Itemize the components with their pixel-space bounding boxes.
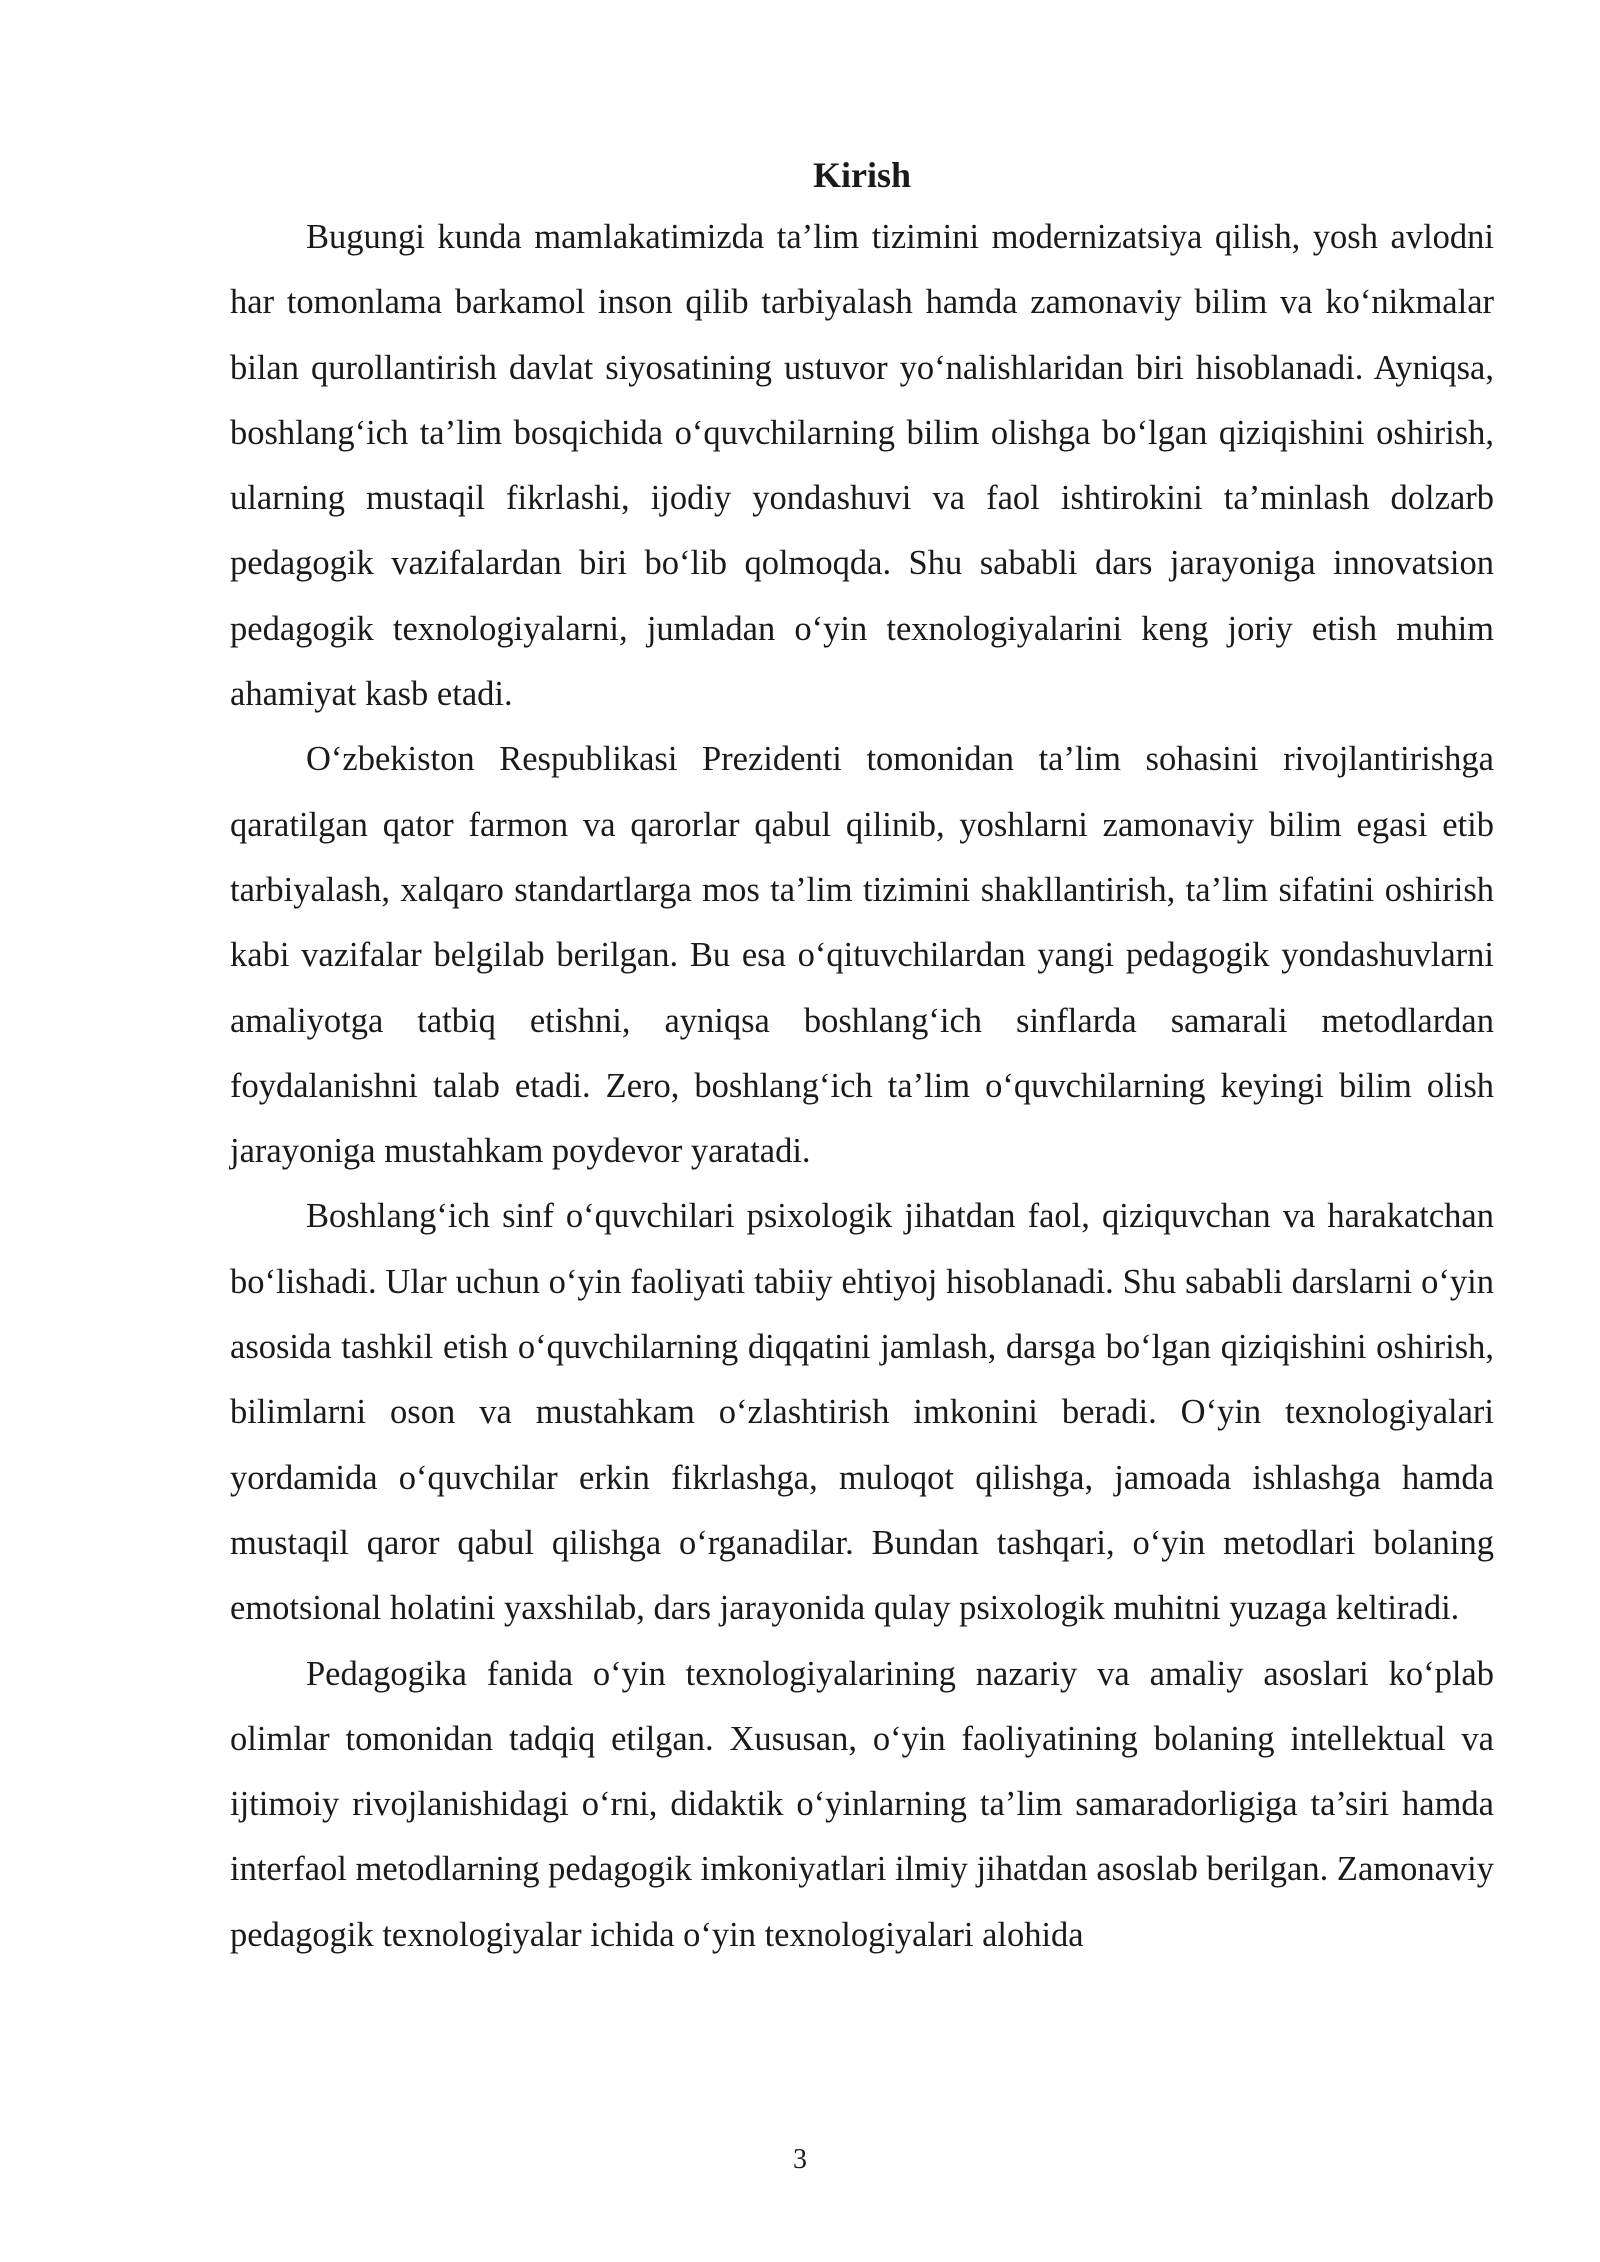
document-title: Kirish (812, 155, 911, 195)
paragraph-3: Boshlang‘ich sinf o‘quvchilari psixologik jihatdan faol, qiziquvchan va harakatchan bo‘lishadi. Ular uchun o‘yin faoliyati tabiiy ehtiyoj hisoblanadi. Shu sababli darslarni o‘yin asosida tashkil etish o‘quvchilarning diqqatini jamlash, darsga bo‘lgan qiziqishini oshirish, bilimlarni oson va mustahkam o‘zlashtirish imkonini beradi. O‘yin texnologiyalari yordamida o‘quvchilar erkin fikrlashga, muloqot qilishga, jamoada ishlashga hamda mustaqil qaror qabul qilishga o‘rganadilar. Bundan tashqari, o‘yin metodlari bolaning emotsional holatini yaxshilab, dars jarayonida qulay psixologik muhitni yuzaga keltiradi. (230, 1197, 1494, 1628)
document-page (230, 145, 1494, 1968)
paragraph-2: O‘zbekiston Respublikasi Prezidenti tomonidan ta’lim sohasini rivojlantirishga qaratilgan qator farmon va qarorlar qabul qilinib, yoshlarni zamonaviy bilim egasi etib tarbiyalash, xalqaro standartlarga mos ta’lim tizimini shakllantirish, ta’lim sifatini oshirish kabi vazifalar belgilab berilgan. Bu esa o‘qituvchilardan yangi pedagogik yondashuvlarni amaliyotga tatbiq etishni, ayniqsa boshlang‘ich sinflarda samarali metodlardan foydalanishni talab etadi. Zero, boshlang‘ich ta’lim o‘quvchilarning keyingi bilim olish jarayoniga mustahkam poydevor yaratadi. (230, 740, 1494, 1171)
paragraph-1: Bugungi kunda mamlakatimizda ta’lim tizimini modernizatsiya qilish, yosh avlodni har tomonlama barkamol inson qilib tarbiyalash hamda zamonaviy bilim va ko‘nikmalar bilan qurollantirish davlat siyosatining ustuvor yo‘nalishlaridan biri hisoblanadi. Ayniqsa, boshlang‘ich ta’lim bosqichida o‘quvchilarning bilim olishga bo‘lgan qiziqishini oshirish, ularning mustaqil fikrlashi, ijodiy yondashuvi va faol ishtirokini ta’minlash dolzarb pedagogik vazifalardan biri bo‘lib qolmoqda. Shu sababli dars jarayoniga innovatsion pedagogik texnologiyalarni, jumladan o‘yin texnologiyalarini keng joriy etish muhim ahamiyat kasb etadi. (230, 218, 1494, 714)
page-number: 3 (793, 2144, 807, 2175)
paragraph-4: Pedagogika fanida o‘yin texnologiyalarining nazariy va amaliy asoslari ko‘plab olimlar tomonidan tadqiq etilgan. Xususan, o‘yin faoliyatining bolaning intellektual va ijtimoiy rivojlanishidagi o‘rni, didaktik o‘yinlarning ta’lim samaradorligiga ta’siri hamda interfaol metodlarning pedagogik imkoniyatlari ilmiy jihatdan asoslab berilgan. Zamonaviy pedagogik texnologiyalar ichida o‘yin texnologiyalari alohida (230, 1654, 1494, 1954)
